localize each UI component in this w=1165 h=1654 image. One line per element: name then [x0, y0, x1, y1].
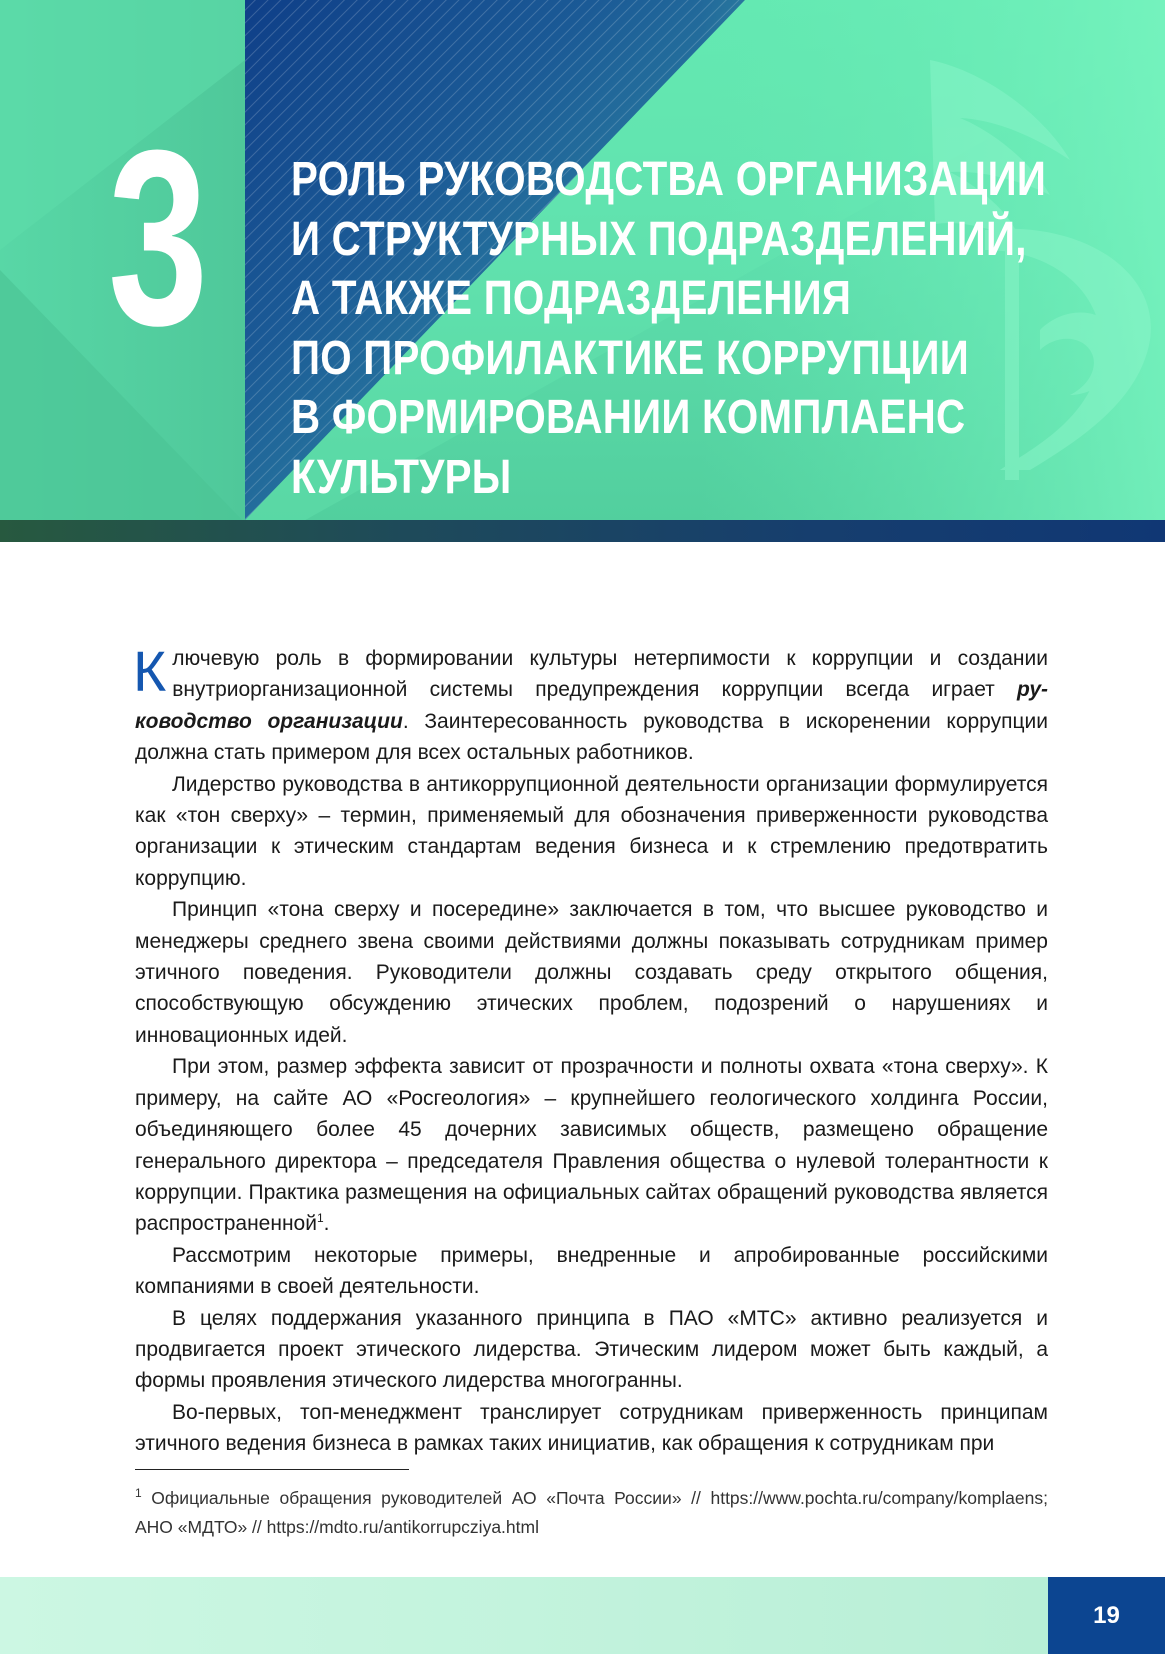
body-text: [133, 640, 1048, 1460]
paragraph-1-text-b: . Заинтересованность руководства в искоренении коррупции должна стать примером для всех остальных работников.: [135, 709, 1048, 765]
paragraph-3: Принцип «тона сверху и посередине» заключается в том, что высшее руководство и менеджеры среднего звена своими действиями должны показывать сотрудникам пример этичного поведения. Руководители должны создавать среду открытого общения, способствующую обсуждению этических проблем, подозрений о нарушениях и инновационных идей.: [135, 898, 1048, 1047]
banner-bottom-strip: [0, 520, 1165, 542]
paragraph-1: [133, 640, 1048, 769]
paragraph-4: [135, 1051, 1048, 1239]
paragraph-7: Во-первых, топ-менеджмент транслирует сотрудникам приверженность принципам этичного ведения бизнеса в рамках таких инициатив, как обращения к сотрудникам при: [135, 1400, 1048, 1456]
chapter-title: РОЛЬ РУКОВОДСТВА ОРГАНИЗАЦИИ И СТРУКТУРНЫХ ПОДРАЗДЕЛЕНИЙ, А ТАКЖЕ ПОДРАЗДЕЛЕНИЯ ПО ПРОФИЛАКТИКЕ КОРРУПЦИИ В ФОРМИРОВАНИИ КОМПЛАЕНС КУЛЬТУРЫ: [291, 153, 1047, 504]
footer-band: [0, 1577, 1048, 1654]
chapter-number: 3: [108, 98, 206, 377]
paragraph-5: Рассмотрим некоторые примеры, внедренные и апробированные российскими компаниями в своей деятельности.: [135, 1243, 1048, 1299]
footnote-divider: [135, 1469, 409, 1470]
paragraph-1-text-a: лючевую роль в формировании культуры нетерпимости к коррупции и создании внутриорганизационной системы предупреждения коррупции всегда играет: [172, 647, 1048, 702]
footnote-ref[interactable]: 1: [316, 1211, 324, 1226]
page-number: 19: [1048, 1577, 1165, 1654]
chapter-banner: [0, 0, 1165, 523]
drop-cap: К: [133, 640, 167, 704]
paragraph-2: Лидерство руководства в антикоррупционной деятельности организации формулируется как «тон сверху» – термин, применяемый для обозначения приверженности руководства организации к этическим стандартам ведения бизнеса и к стремлению предотвратить коррупцию.: [135, 772, 1048, 890]
paragraph-6: В целях поддержания указанного принципа в ПАО «МТС» активно реализуется и продвигается проект этического лидерства. Этическим лидером может быть каждый, а формы проявления этического лидерства многогранны.: [135, 1306, 1048, 1393]
paragraph-4-end: .: [323, 1212, 330, 1236]
footnote-text: Официальные обращения руководителей АО «Почта России» // https://www.pochta.ru/company/komplaens; АНО «МДТО» // https://mdto.ru/antikorrupcziya.html: [135, 1488, 1048, 1537]
emphasis-leadership: руководство организации: [135, 678, 1048, 733]
footnote-mark: 1: [135, 1486, 142, 1501]
paragraph-4-text: При этом, размер эффекта зависит от прозрачности и полноты охвата «тона сверху». К примеру, на сайте АО «Росгеология» – крупнейшего геологического холдинга России, объединяющего более 45 дочерних зависимых обществ, размещено обращение генерального директора – председателя Правления общества о нулевой толерантности к коррупции. Практика размещения на официальных сайтах обращений руководства является распространенной: [135, 1055, 1048, 1236]
footnote: [135, 1484, 1048, 1542]
